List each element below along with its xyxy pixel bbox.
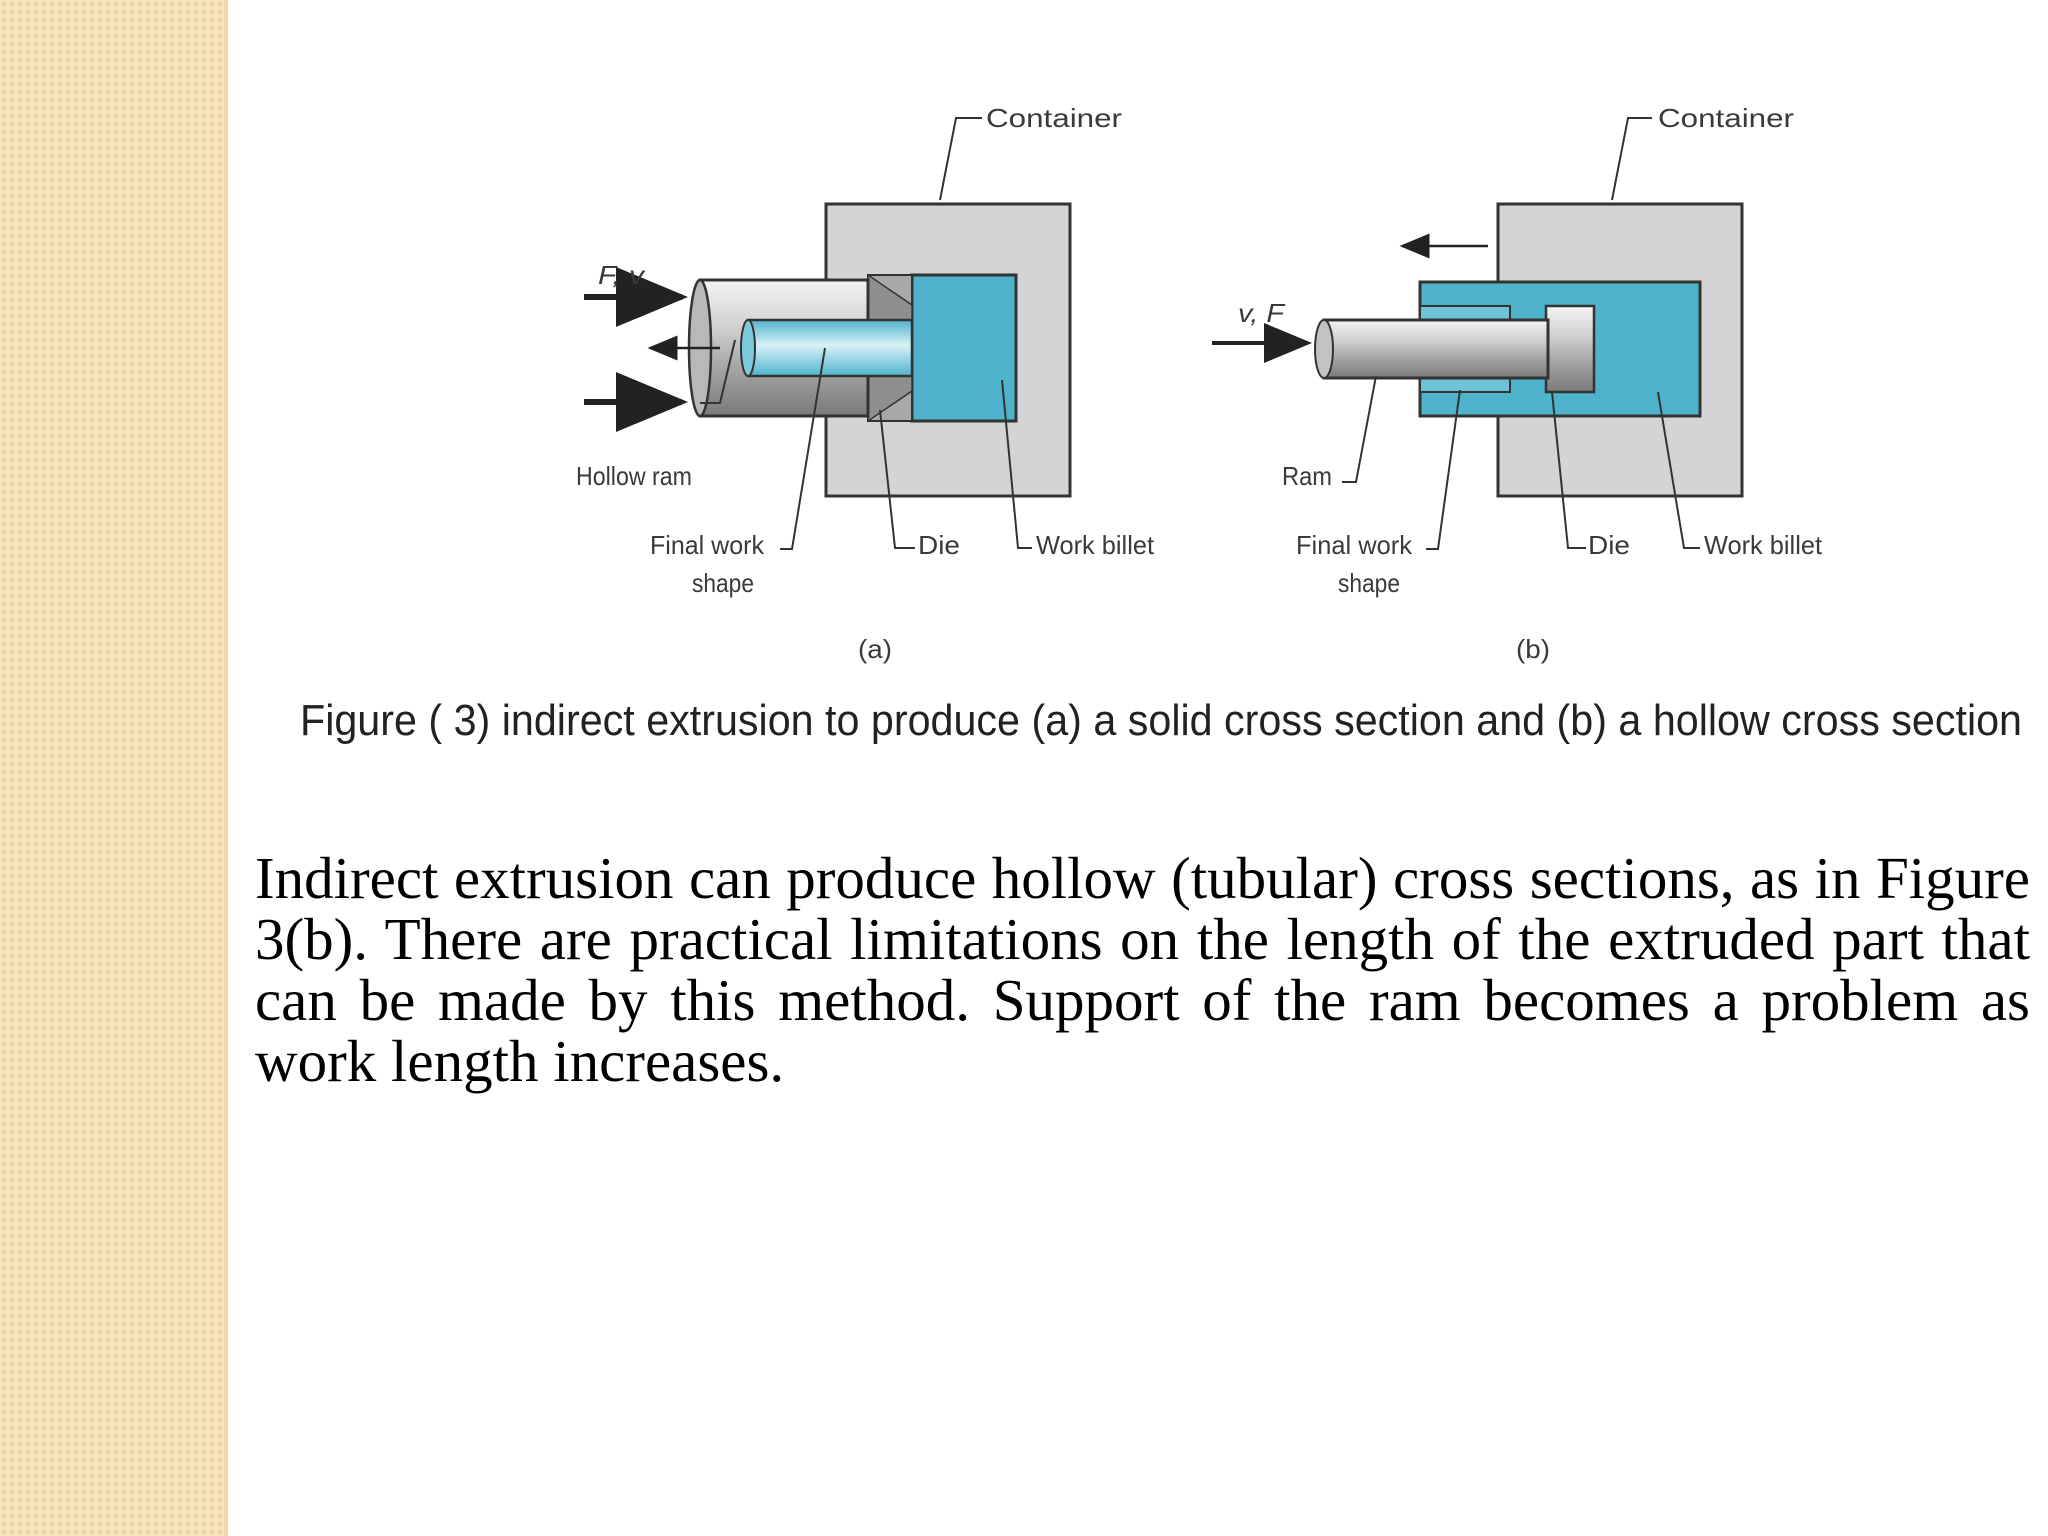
label-hollow-ram-a: Hollow ram bbox=[576, 461, 692, 491]
label-final-work-b: Final work bbox=[1296, 530, 1413, 560]
label-shape-b: shape bbox=[1338, 568, 1400, 598]
label-final-work-a: Final work bbox=[650, 530, 765, 560]
side-band-edge bbox=[224, 0, 228, 1536]
label-force-velocity-a: F, v bbox=[598, 260, 647, 290]
diagram-b bbox=[1212, 103, 1823, 664]
diagram-a bbox=[576, 103, 1155, 664]
label-container-b: Container bbox=[1658, 103, 1795, 133]
final-work-shape-end-a bbox=[741, 320, 755, 376]
extrusion-figure bbox=[280, 80, 2040, 770]
label-ram-b: Ram bbox=[1282, 461, 1332, 491]
label-die-b: Die bbox=[1588, 530, 1630, 560]
body-paragraph: Indirect extrusion can produce hollow (tubular) cross sections, as in Figure 3(b). There are practical limitations on the length of the extruded part that can be made by this method. Support of the ram becomes a problem as work length increases. bbox=[255, 845, 2030, 1094]
label-container-a: Container bbox=[986, 103, 1123, 133]
decorative-side-band bbox=[0, 0, 228, 1536]
ram-b bbox=[1324, 320, 1548, 378]
ram-end-b bbox=[1315, 320, 1333, 378]
figure-caption: Figure ( 3) indirect extrusion to produce (a) a solid cross section and (b) a hollow cross section bbox=[300, 696, 2022, 745]
die-b bbox=[1546, 306, 1594, 392]
label-die-a: Die bbox=[918, 530, 960, 560]
label-velocity-force-b: v, F bbox=[1238, 298, 1287, 328]
leader-ram-b bbox=[1342, 376, 1376, 482]
label-shape-a: shape bbox=[692, 568, 754, 598]
final-work-shape-a bbox=[748, 320, 912, 376]
leader-container-a bbox=[940, 118, 982, 200]
label-work-billet-a: Work billet bbox=[1036, 530, 1155, 560]
sub-caption-b: (b) bbox=[1516, 634, 1550, 664]
extrusion-diagram bbox=[280, 80, 2040, 770]
work-billet-a bbox=[912, 275, 1016, 421]
sub-caption-a: (a) bbox=[858, 634, 892, 664]
leader-container-b bbox=[1612, 118, 1652, 200]
label-work-billet-b: Work billet bbox=[1704, 530, 1823, 560]
